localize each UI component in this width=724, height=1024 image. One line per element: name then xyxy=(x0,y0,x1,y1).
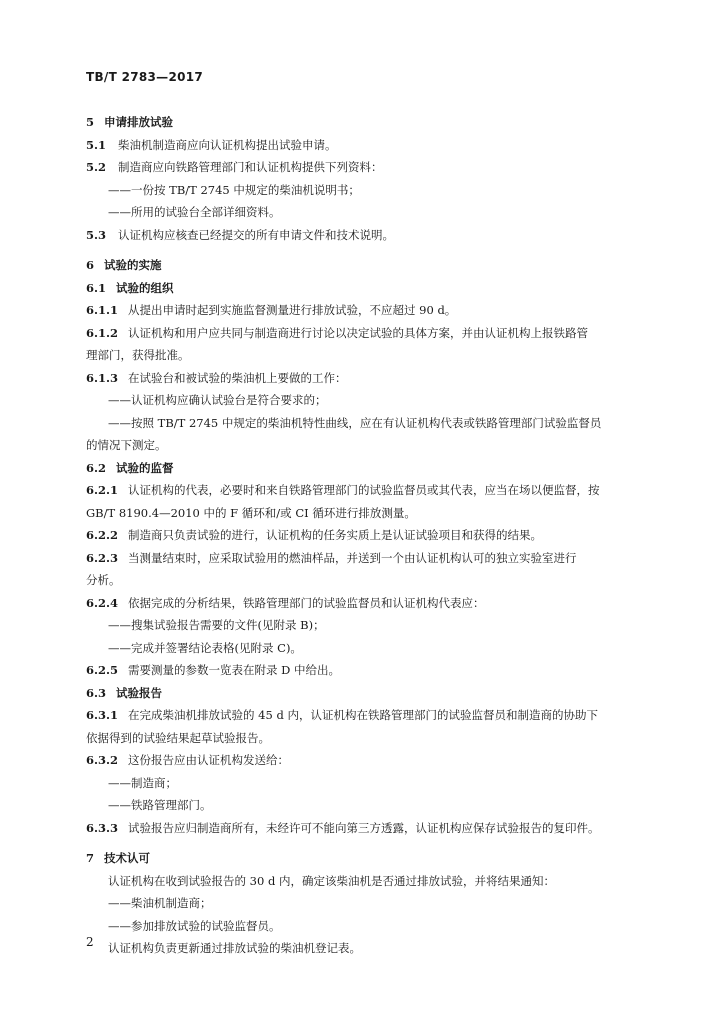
body-paragraph: 认证机构负责更新通过排放试验的柴油机登记表。 xyxy=(108,941,361,955)
continuation-line: GB/T 8190.4—2010 中的 F 循环和/或 CI 循环进行排放测量。 xyxy=(86,505,416,520)
clause-text: 这份报告应由认证机构发送给： xyxy=(128,753,289,767)
section-title: 申请排放试验 xyxy=(104,115,173,129)
clause-text: 认证机构和用户应共同与制造商进行讨论以决定试验的具体方案，并由认证机构上报铁路管 xyxy=(128,325,588,340)
clause-paragraph xyxy=(86,367,642,390)
body-paragraph: 认证机构在收到试验报告的 30 d 内，确定该柴油机是否通过排放试验，并将结果通知： xyxy=(108,873,555,888)
list-item: ——按照 TB/T 2745 中规定的柴油机特性曲线，应在有认证机构代表或铁路管理部门试验监督员 xyxy=(108,415,602,430)
clause-paragraph xyxy=(86,592,642,615)
clause-number: 5.3 xyxy=(86,227,107,242)
section-heading xyxy=(86,254,642,277)
clause-number: 6.1.1 xyxy=(86,303,119,317)
clause-paragraph xyxy=(86,817,642,840)
section-title: 试验的实施 xyxy=(104,258,162,272)
clause-text: 需要测量的参数一览表在附录 D 中给出。 xyxy=(128,663,341,677)
clause-text: 柴油机制造商应向认证机构提出试验申请。 xyxy=(118,137,337,152)
section-number: 5 xyxy=(86,115,95,129)
clause-paragraph xyxy=(86,322,642,345)
continuation-line: 分析。 xyxy=(86,573,121,587)
clause-paragraph xyxy=(86,156,642,179)
list-item: ——认证机构应确认试验台是符合要求的； xyxy=(108,393,327,407)
subsection-title: 试验报告 xyxy=(116,685,162,700)
continuation-line: 理部门，获得批准。 xyxy=(86,348,190,362)
list-item: ——完成并签署结论表格(见附录 C)。 xyxy=(108,640,302,655)
clause-text: 制造商应向铁路管理部门和认证机构提供下列资料： xyxy=(118,160,383,174)
clause-text: 认证机构的代表，必要时和来自铁路管理部门的试验监督员或其代表，应当在场以便监督，按 xyxy=(128,483,600,497)
clause-paragraph xyxy=(86,479,642,502)
clause-number: 6.1.3 xyxy=(86,370,119,385)
clause-text: 试验报告应归制造商所有，未经许可不能向第三方透露，认证机构应保存试验报告的复印件。 xyxy=(128,820,600,835)
clause-number: 6.2.3 xyxy=(86,550,119,565)
continuation-line: 依据得到的试验结果起草试验报告。 xyxy=(86,730,270,745)
subsection-heading xyxy=(86,277,642,300)
subsection-number: 6.1 xyxy=(86,280,107,295)
subsection-title: 试验的监督 xyxy=(116,460,174,475)
list-item: ——所用的试验台全部详细资料。 xyxy=(108,205,281,219)
document-body xyxy=(86,111,642,960)
section-number: 6 xyxy=(86,258,95,272)
clause-paragraph xyxy=(86,704,642,727)
subsection-heading xyxy=(86,682,642,705)
clause-text: 从提出申请时起到实施监督测量进行排放试验，不应超过 90 d。 xyxy=(128,303,457,317)
list-item: ——搜集试验报告需要的文件(见附录 B)； xyxy=(108,618,325,632)
clause-number: 5.1 xyxy=(86,137,107,152)
clause-text: 在试验台和被试验的柴油机上要做的工作： xyxy=(128,370,347,385)
clause-number: 6.3.2 xyxy=(86,753,119,767)
list-item: ——参加排放试验的试验监督员。 xyxy=(108,918,281,933)
clause-text: 在完成柴油机排放试验的 45 d 内，认证机构在铁路管理部门的试验监督员和制造商的协助下 xyxy=(128,708,598,722)
subsection-heading xyxy=(86,457,642,480)
clause-text: 认证机构应核查已经提交的所有申请文件和技术说明。 xyxy=(118,227,394,242)
page-number: 2 xyxy=(86,935,94,949)
section-title: 技术认可 xyxy=(104,851,150,865)
clause-paragraph xyxy=(86,299,642,322)
clause-paragraph xyxy=(86,659,642,682)
clause-number: 6.2.2 xyxy=(86,528,119,542)
clause-paragraph xyxy=(86,749,642,772)
subsection-number: 6.3 xyxy=(86,685,107,700)
clause-paragraph xyxy=(86,134,642,157)
section-number: 7 xyxy=(86,851,95,865)
clause-text: 依据完成的分析结果，铁路管理部门的试验监督员和认证机构代表应： xyxy=(128,595,485,610)
section-heading xyxy=(86,847,642,870)
clause-number: 6.2.4 xyxy=(86,595,119,610)
clause-number: 6.3.3 xyxy=(86,820,119,835)
clause-paragraph xyxy=(86,224,642,247)
list-item: ——制造商； xyxy=(108,775,177,790)
clause-number: 6.3.1 xyxy=(86,708,119,722)
list-item: ——铁路管理部门。 xyxy=(108,798,212,812)
clause-number: 6.1.2 xyxy=(86,325,119,340)
clause-number: 6.2.5 xyxy=(86,663,119,677)
clause-paragraph xyxy=(86,547,642,570)
clause-text: 制造商只负责试验的进行，认证机构的任务实质上是认证试验项目和获得的结果。 xyxy=(128,528,542,542)
subsection-number: 6.2 xyxy=(86,460,107,475)
clause-number: 6.2.1 xyxy=(86,483,119,497)
subsection-title: 试验的组织 xyxy=(116,280,174,295)
list-item: ——柴油机制造商； xyxy=(108,896,212,910)
clause-text: 当测量结束时，应采取试验用的燃油样品，并送到一个由认证机构认可的独立实验室进行 xyxy=(128,550,577,565)
clause-paragraph xyxy=(86,524,642,547)
continuation-line: 的情况下测定。 xyxy=(86,438,167,452)
list-item: ——一份按 TB/T 2745 中规定的柴油机说明书； xyxy=(108,182,360,197)
section-heading xyxy=(86,111,642,134)
clause-number: 5.2 xyxy=(86,160,107,174)
document-code-header: TB/T 2783—2017 xyxy=(86,70,204,84)
